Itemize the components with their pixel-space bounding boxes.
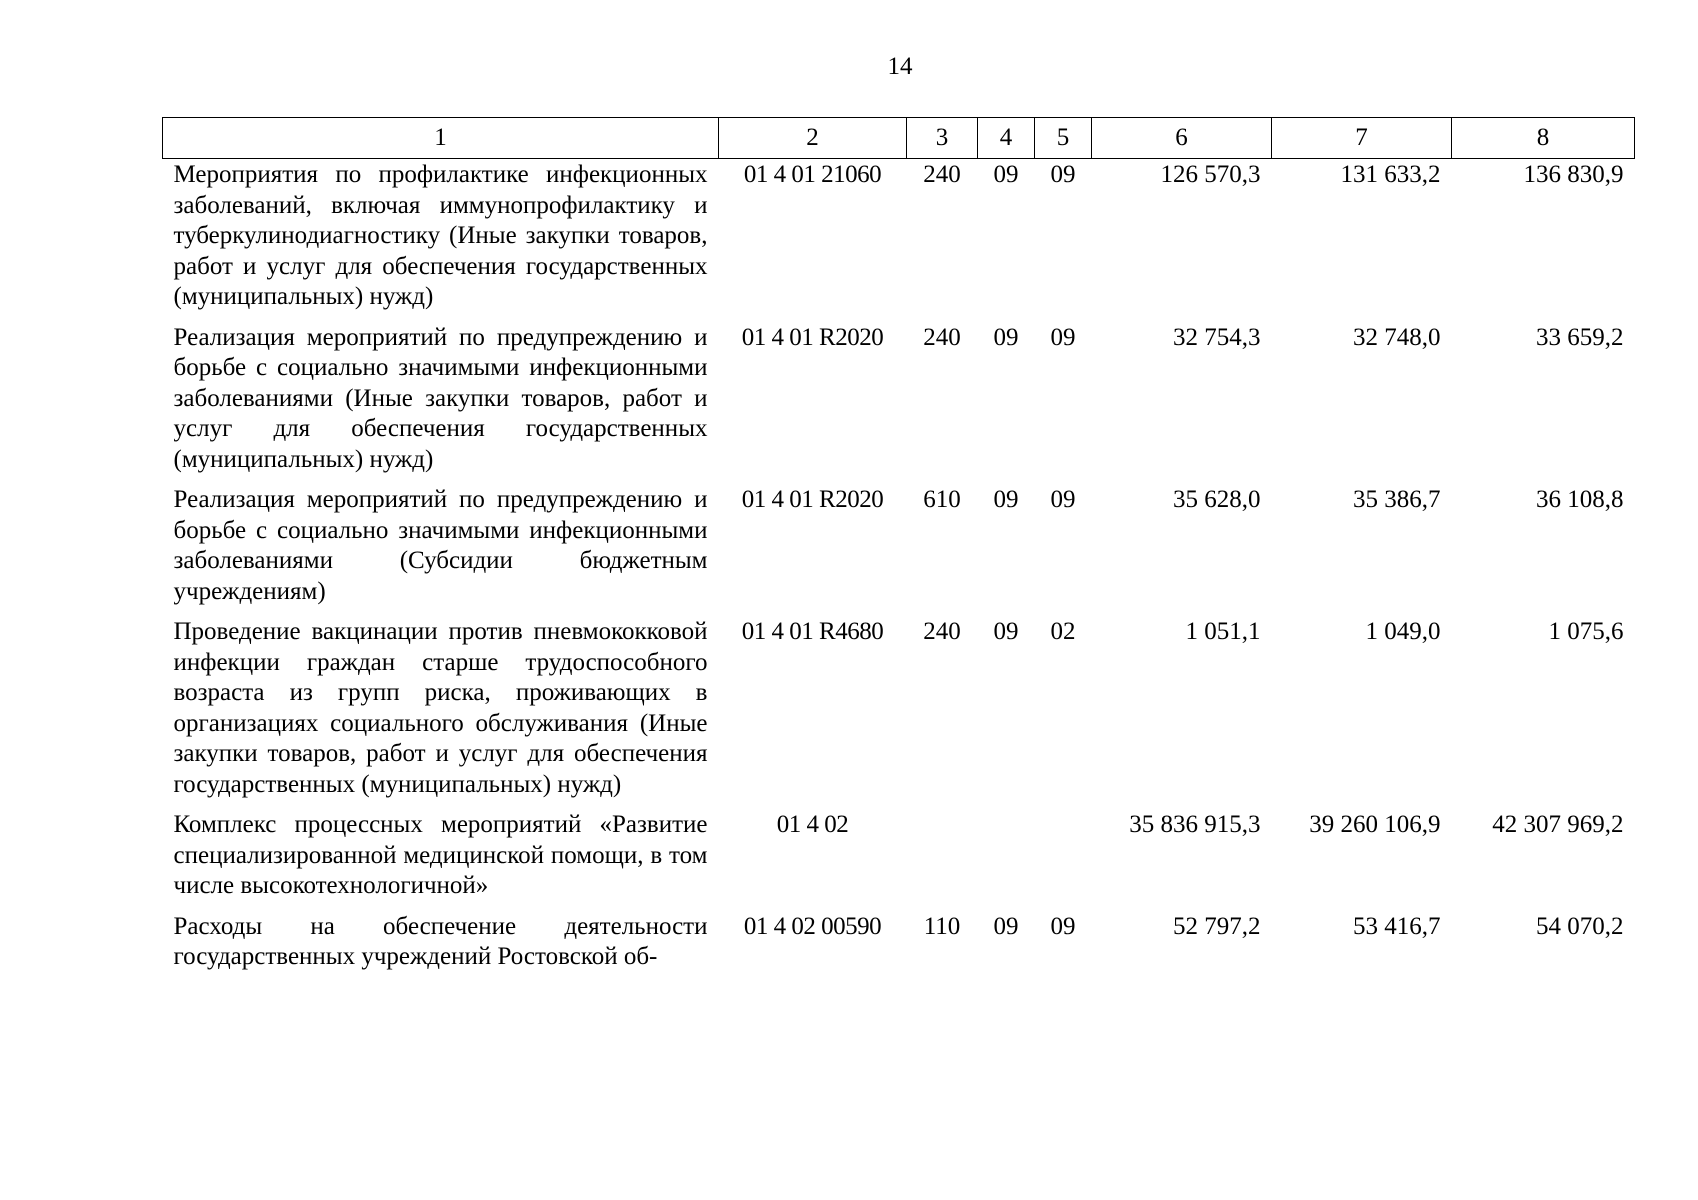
row-subsection xyxy=(1035,810,1092,912)
column-header-7: 7 xyxy=(1272,118,1452,159)
row-amount-year2: 131 633,2 xyxy=(1340,161,1441,188)
row-section: 09 xyxy=(993,161,1019,188)
row-amount-year3: 36 108,8 xyxy=(1536,486,1624,513)
row-name: Мероприятия по профилактике инфекционных заболеваний, включая иммунопрофилактику и туберкулинодиагностику (Иные закупки товаров, работ и услуг для обеспечения государственных (муниципальных) нужд) xyxy=(173,161,708,310)
column-header-8: 8 xyxy=(1452,118,1635,159)
row-section: 09 xyxy=(993,912,1019,940)
row-amount-year3: 33 659,2 xyxy=(1536,323,1624,351)
row-expense-type: 240 xyxy=(923,323,961,351)
row-amount-year3: 136 830,9 xyxy=(1523,161,1624,188)
row-amount-year1: 52 797,2 xyxy=(1173,912,1261,940)
row-amount-year2: 35 386,7 xyxy=(1353,486,1441,513)
row-target-code: 01 4 02 xyxy=(776,811,849,838)
row-target-code: 01 4 01 R2020 xyxy=(741,486,884,513)
row-amount-year1: 1 051,1 xyxy=(1185,618,1261,645)
column-header-6: 6 xyxy=(1092,118,1272,159)
table-header xyxy=(163,118,1635,159)
row-amount-year3: 1 075,6 xyxy=(1548,618,1624,645)
row-amount-year1: 35 836 915,3 xyxy=(1129,811,1261,838)
row-target-code: 01 4 01 21060 xyxy=(743,161,882,188)
column-header-3: 3 xyxy=(907,118,978,159)
row-expense-type: 610 xyxy=(923,486,961,513)
table-row xyxy=(163,617,1635,810)
row-subsection: 09 xyxy=(1050,912,1076,940)
header-row xyxy=(163,118,1635,159)
row-section xyxy=(978,810,1035,912)
row-subsection: 09 xyxy=(1050,486,1076,513)
table-row xyxy=(163,810,1635,912)
row-name: Расходы на обеспечение деятельности государственных учреждений Ростовской об- xyxy=(173,912,708,970)
table-row xyxy=(163,323,1635,486)
row-amount-year1: 32 754,3 xyxy=(1173,323,1261,351)
row-section: 09 xyxy=(993,618,1019,645)
row-subsection: 09 xyxy=(1050,161,1076,188)
budget-table xyxy=(162,117,1635,983)
row-name: Проведение вакцинации против пневмококковой инфекции граждан старше трудоспособного возраста из групп риска, проживающих в организациях социального обслуживания (Иные закупки товаров, работ и услуг для обеспечения государственных (муниципальных) нужд) xyxy=(173,618,708,798)
row-section: 09 xyxy=(993,323,1019,351)
row-name: Комплекс процессных мероприятий «Развитие специализированной медицинской помощи, в том числе высокотехнологичной» xyxy=(173,811,708,899)
row-name: Реализация мероприятий по предупреждению и борьбе с социально значимыми инфекционными заболеваниями (Иные закупки товаров, работ и услуг для обеспечения государственных (муниципальных) нужд) xyxy=(173,323,708,473)
row-amount-year2: 53 416,7 xyxy=(1353,912,1441,940)
row-expense-type: 240 xyxy=(923,161,961,188)
row-amount-year1: 35 628,0 xyxy=(1173,486,1261,513)
row-target-code: 01 4 01 R4680 xyxy=(741,618,884,645)
row-amount-year2: 32 748,0 xyxy=(1353,323,1441,351)
page-number: 14 xyxy=(887,53,913,80)
row-amount-year3: 54 070,2 xyxy=(1536,912,1624,940)
row-amount-year2: 1 049,0 xyxy=(1365,618,1441,645)
row-subsection: 02 xyxy=(1050,618,1076,645)
row-amount-year1: 126 570,3 xyxy=(1160,161,1261,188)
column-header-4: 4 xyxy=(978,118,1035,159)
column-header-5: 5 xyxy=(1035,118,1092,159)
row-expense-type: 240 xyxy=(923,618,961,645)
row-expense-type xyxy=(907,810,978,912)
row-expense-type: 110 xyxy=(923,912,961,940)
table-row xyxy=(163,912,1635,983)
row-amount-year3: 42 307 969,2 xyxy=(1492,811,1624,838)
row-target-code: 01 4 01 R2020 xyxy=(741,323,884,351)
row-section: 09 xyxy=(993,486,1019,513)
table-body xyxy=(163,159,1635,983)
column-header-1: 1 xyxy=(163,118,719,159)
table-row xyxy=(163,485,1635,617)
row-amount-year2: 39 260 106,9 xyxy=(1309,811,1441,838)
row-name: Реализация мероприятий по предупреждению и борьбе с социально значимыми инфекционными заболеваниями (Субсидии бюджетным учреждениям) xyxy=(173,486,708,605)
row-subsection: 09 xyxy=(1050,323,1076,351)
column-header-2: 2 xyxy=(719,118,907,159)
table-row xyxy=(163,159,1635,323)
row-target-code: 01 4 02 00590 xyxy=(743,912,882,940)
